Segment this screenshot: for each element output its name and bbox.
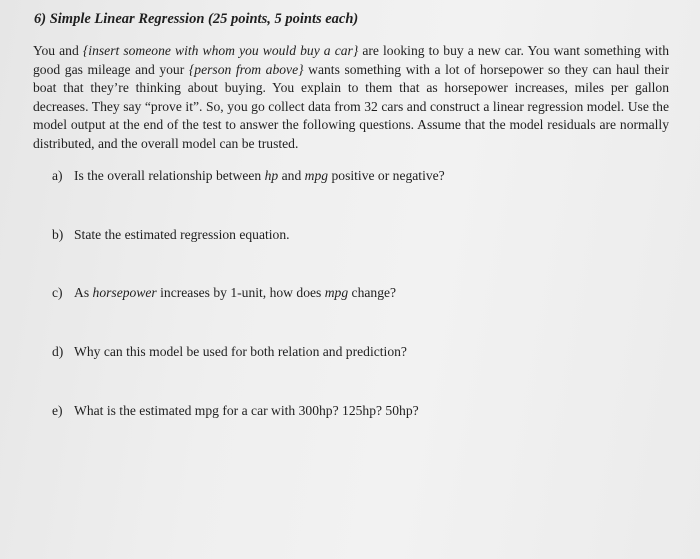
- question-heading: 6) Simple Linear Regression (25 points, 5 points each): [34, 11, 359, 27]
- question-a-text-2: and: [278, 168, 305, 183]
- question-a-term-1: hp: [264, 168, 279, 183]
- intro-placeholder-1: {insert someone with whom you would buy a car}: [82, 43, 359, 58]
- question-c: [52, 285, 396, 301]
- question-a-term-2: mpg: [304, 168, 329, 183]
- question-c-text-2: increases by 1-unit, how does: [156, 285, 325, 300]
- question-c-text-3: change?: [348, 285, 397, 300]
- intro-placeholder-2: {person from above}: [188, 61, 304, 77]
- question-e: [52, 403, 419, 419]
- intro-text-2: are looking to buy a new car. You want something with good gas mileage and your: [33, 43, 669, 77]
- question-d: [52, 344, 407, 360]
- intro-text-3: wants something with a lot of horsepower so they can haul their boat that they’re thinking about buying. You explain to them that as horsepower increases, miles per gallon decreases. They say “prove it”. So, you go collect data from 32 cars and construct a linear regression model. Use the model output at the end of the test to answer the following questions. Assume that the model residuals are normally distributed, and the overall model can be trusted.: [33, 61, 669, 151]
- question-b: [52, 227, 290, 243]
- intro-text-1: You and: [33, 43, 83, 58]
- question-c-term-1: horsepower: [92, 285, 157, 300]
- question-c-text-1: As: [74, 285, 93, 300]
- question-c-term-2: mpg: [324, 285, 349, 300]
- question-d-letter: d): [52, 344, 64, 359]
- question-c-letter: c): [52, 285, 63, 300]
- question-a-text-1: Is the overall relationship between: [74, 168, 265, 183]
- question-a: [52, 168, 445, 184]
- intro-paragraph: [33, 42, 669, 154]
- question-b-text: State the estimated regression equation.: [74, 227, 290, 242]
- question-a-letter: a): [52, 168, 63, 183]
- question-b-letter: b): [52, 227, 64, 242]
- question-e-letter: e): [52, 403, 63, 418]
- question-d-text: Why can this model be used for both relation and prediction?: [74, 344, 407, 359]
- question-a-text-3: positive or negative?: [328, 168, 445, 183]
- question-e-text: What is the estimated mpg for a car with 300hp? 125hp? 50hp?: [74, 403, 419, 418]
